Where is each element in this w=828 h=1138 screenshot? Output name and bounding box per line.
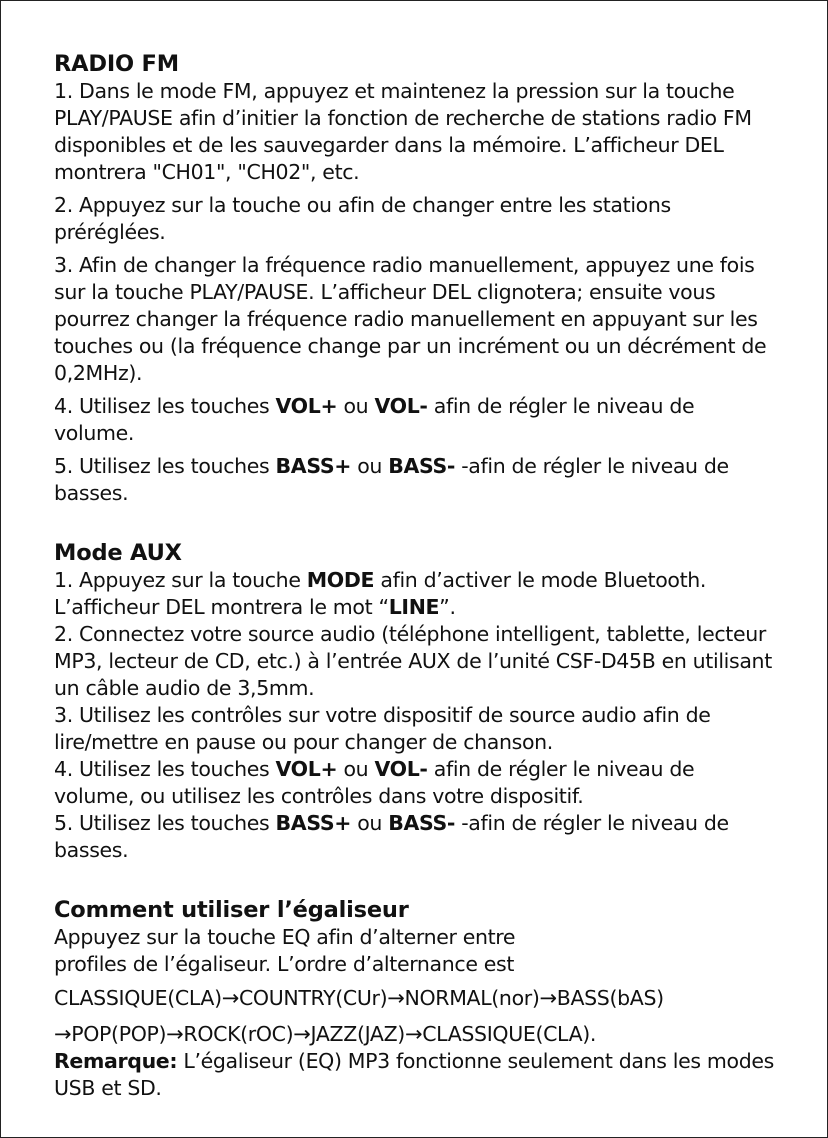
vol-plus-label: VOL+	[275, 394, 338, 418]
eq-note	[54, 1048, 774, 1102]
eq-mode: BASS(bAS)	[556, 986, 664, 1010]
radio-fm-heading: RADIO FM	[54, 51, 179, 77]
eq-mode: NORMAL(nor)	[404, 986, 540, 1010]
eq-sequence-line-1	[54, 985, 774, 1012]
note-label: Remarque:	[54, 1049, 178, 1073]
bass-plus-label: BASS+	[275, 454, 352, 478]
eq-mode: JAZZ(JAZ)	[310, 1022, 405, 1046]
bass-minus-label: BASS-	[388, 454, 456, 478]
eq-mode: CLASSIQUE(CLA)	[54, 986, 222, 1010]
radio-step-2: 2. Appuyez sur la touche ou afin de changer entre les stations préréglées.	[54, 193, 671, 244]
page-content	[54, 51, 774, 1102]
arrow-right-icon: →	[221, 986, 239, 1010]
vol-minus-label: VOL-	[374, 757, 428, 781]
arrow-right-icon: →	[404, 1022, 423, 1046]
arrow-right-icon: →	[293, 1022, 311, 1046]
eq-mode: POP(POP)	[71, 1022, 167, 1046]
eq-mode: ROCK(rOC)	[183, 1022, 294, 1046]
arrow-right-icon: →	[166, 1022, 184, 1046]
aux-step-3: 3. Utilisez les contrôles sur votre dispositif de source audio afin de lire/mettre en pause ou pour changer de chanson.	[54, 703, 711, 754]
eq-mode: COUNTRY(CUr)	[238, 986, 388, 1010]
line-label: LINE	[388, 595, 440, 619]
aux-step-4: 4. Utilisez les touches VOL+ ou VOL- afin de régler le niveau de volume, ou utilisez les contrôles dans votre dispositif.	[54, 757, 695, 808]
vol-plus-label: VOL+	[275, 757, 338, 781]
arrow-right-icon: →	[539, 986, 557, 1010]
radio-step-3: 3. Afin de changer la fréquence radio manuellement, appuyez une fois sur la touche PLAY/PAUSE. L’afficheur DEL clignotera; ensuite vous pourrez changer la fréquence radio manuellement en appuyant sur les touches ou (la fréquence change par un incrément ou un décrément de 0,2MHz).	[54, 253, 767, 385]
aux-step-5: 5. Utilisez les touches BASS+ ou BASS- -afin de régler le niveau de basses.	[54, 811, 729, 862]
aux-step-2: 2. Connectez votre source audio (téléphone intelligent, tablette, lecteur MP3, lecteur de CD, etc.) à l’entrée AUX de l’unité CSF-D45B en utilisant un câble audio de 3,5mm.	[54, 622, 772, 700]
vol-minus-label: VOL-	[374, 394, 428, 418]
eq-intro-line-2: profiles de l’égaliseur. L’ordre d’alternance est	[54, 952, 515, 976]
note-text: L’égaliseur (EQ) MP3 fonctionne seulement dans les modes USB et SD.	[54, 1049, 774, 1100]
eq-sequence-line-2	[54, 1021, 774, 1048]
aux-step-1: 1. Appuyez sur la touche MODE afin d’activer le mode Bluetooth. L’afficheur DEL montrera le mot “LINE”.	[54, 568, 707, 619]
mode-label: MODE	[306, 568, 375, 592]
mode-aux-heading: Mode AUX	[54, 540, 182, 566]
bass-minus-label: BASS-	[388, 811, 456, 835]
bass-plus-label: BASS+	[275, 811, 352, 835]
eq-intro-line-1: Appuyez sur la touche EQ afin d’alterner entre	[54, 925, 516, 949]
arrow-right-icon: →	[54, 1022, 72, 1046]
radio-step-5: 5. Utilisez les touches BASS+ ou BASS- -afin de régler le niveau de basses.	[54, 454, 729, 505]
eq-mode: CLASSIQUE(CLA).	[422, 1022, 597, 1046]
radio-step-1: 1. Dans le mode FM, appuyez et maintenez la pression sur la touche PLAY/PAUSE afin d’initier la fonction de recherche de stations radio FM disponibles et de les sauvegarder dans la mémoire. L’afficheur DEL montrera "CH01", "CH02", etc.	[54, 79, 752, 184]
arrow-right-icon: →	[387, 986, 405, 1010]
equalizer-heading: Comment utiliser l’égaliseur	[54, 897, 409, 923]
radio-step-4: 4. Utilisez les touches VOL+ ou VOL- afin de régler le niveau de volume.	[54, 394, 695, 445]
